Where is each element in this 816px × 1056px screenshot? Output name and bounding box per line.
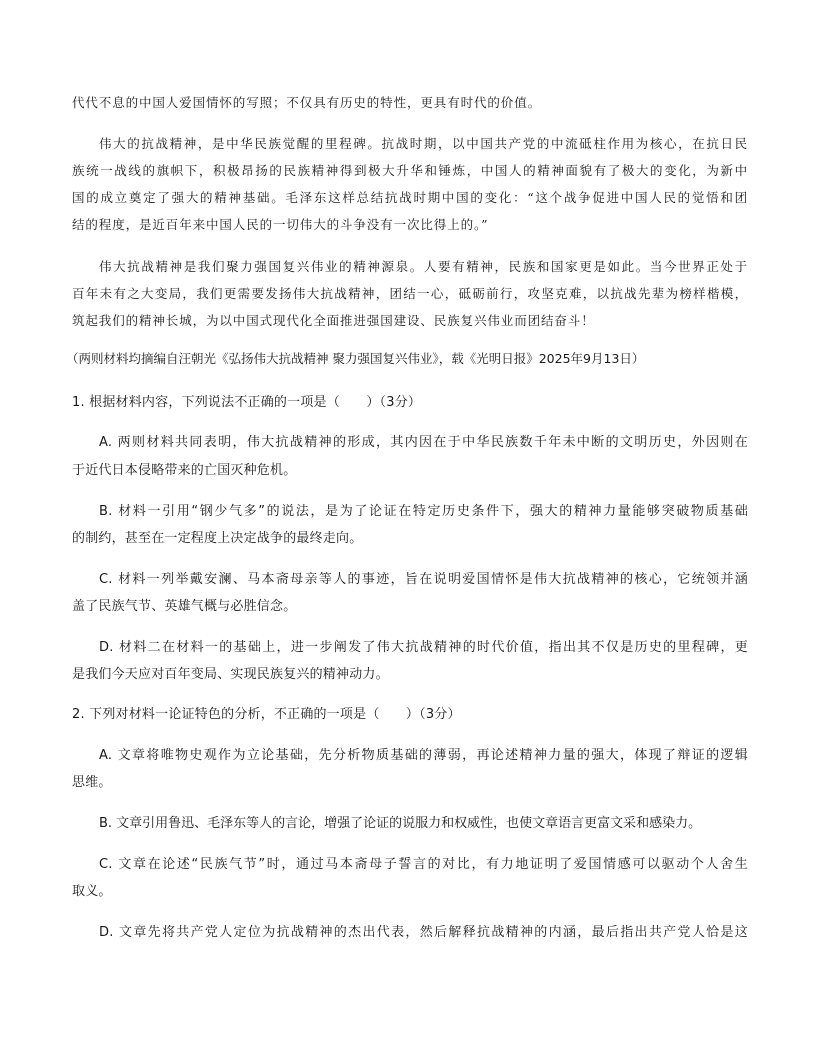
question-2-stem: 2. 下列对材料一论证特色的分析，不正确的一项是（ ）（3分） <box>72 707 461 722</box>
q2-option-c: C. 文章在论述“民族气节”时，通过马本斋母子誓言的对比，有力地证明了爱国情感可以驱动个人舍生 <box>99 857 748 872</box>
material-one-tail: 代代不息的中国人爱国情怀的写照；不仅具有历史的特性，更具有时代的价值。 <box>72 95 542 110</box>
paragraph-line: 筑起我们的精神长城，为以中国式现代化全面推进强国建设、民族复兴伟业而团结奋斗！ <box>72 313 595 328</box>
q1-option-c-cont: 盖了民族气节、英雄气概与必胜信念。 <box>72 599 297 614</box>
q1-option-c: C. 材料一列举戴安澜、马本斋母亲等人的事迹，旨在说明爱国情怀是伟大抗战精神的核心，它统领并涵 <box>99 572 748 587</box>
q2-option-c-cont: 取义。 <box>72 884 112 899</box>
q2-option-a: A. 文章将唯物史观作为立论基础，先分析物质基础的薄弱，再论述精神力量的强大，体现了辩证的逻辑 <box>99 748 748 763</box>
q1-option-d-cont: 是我们今天应对百年变局、实现民族复兴的精神动力。 <box>72 667 389 682</box>
paragraph-line: 百年未有之大变局，我们更需要发扬伟大抗战精神，团结一心，砥砺前行，攻坚克难，以抗战先辈为榜样楷模， <box>72 286 748 301</box>
q1-option-d: D. 材料二在材料一的基础上，进一步阐发了伟大抗战精神的时代价值，指出其不仅是历史的里程碑，更 <box>99 640 748 655</box>
paragraph-line: 族统一战线的旗帜下，积极昂扬的民族精神得到极大升华和锤炼，中国人的精神面貌有了极大的变化，为新中 <box>72 163 748 178</box>
paragraph-line: 伟大抗战精神是我们聚力强国复兴伟业的精神源泉。人要有精神，民族和国家更是如此。当今世界正处于 <box>99 259 748 274</box>
q2-option-b: B. 文章引用鲁迅、毛泽东等人的言论，增强了论证的说服力和权威性，也使文章语言更富文采和感染力。 <box>99 816 702 831</box>
paragraph-line: 伟大的抗战精神，是中华民族觉醒的里程碑。抗战时期，以中国共产党的中流砥柱作用为核心，在抗日民 <box>99 136 748 151</box>
paragraph-line: 结的程度，是近百年来中国人民的一切伟大的斗争没有一次比得上的。” <box>72 217 489 232</box>
q1-option-a-cont: 于近代日本侵略带来的亡国灭种危机。 <box>72 463 297 478</box>
paragraph-line: 国的成立奠定了强大的精神基础。毛泽东这样总结抗战时期中国的变化：“这个战争促进中国人民的觉悟和团 <box>72 190 748 205</box>
q2-option-a-cont: 思维。 <box>72 775 112 790</box>
source-note: （两则材料均摘编自汪朝光《弘扬伟大抗战精神 聚力强国复兴伟业》，载《光明日报》2025年9月13日） <box>66 351 645 366</box>
q1-option-a: A. 两则材料共同表明，伟大抗战精神的形成，其内因在于中华民族数千年未中断的文明历史，外因则在 <box>99 435 748 450</box>
question-1-stem: 1. 根据材料内容，下列说法不正确的一项是（ ）（3分） <box>72 395 422 410</box>
q1-option-b-cont: 的制约，甚至在一定程度上决定战争的最终走向。 <box>72 531 363 546</box>
q2-option-d: D. 文章先将共产党人定位为抗战精神的杰出代表，然后解释抗战精神的内涵，最后指出共产党人恰是这 <box>99 925 748 940</box>
q1-option-b: B. 材料一引用“钢少气多”的说法，是为了论证在特定历史条件下，强大的精神力量能够突破物质基础 <box>99 504 748 519</box>
